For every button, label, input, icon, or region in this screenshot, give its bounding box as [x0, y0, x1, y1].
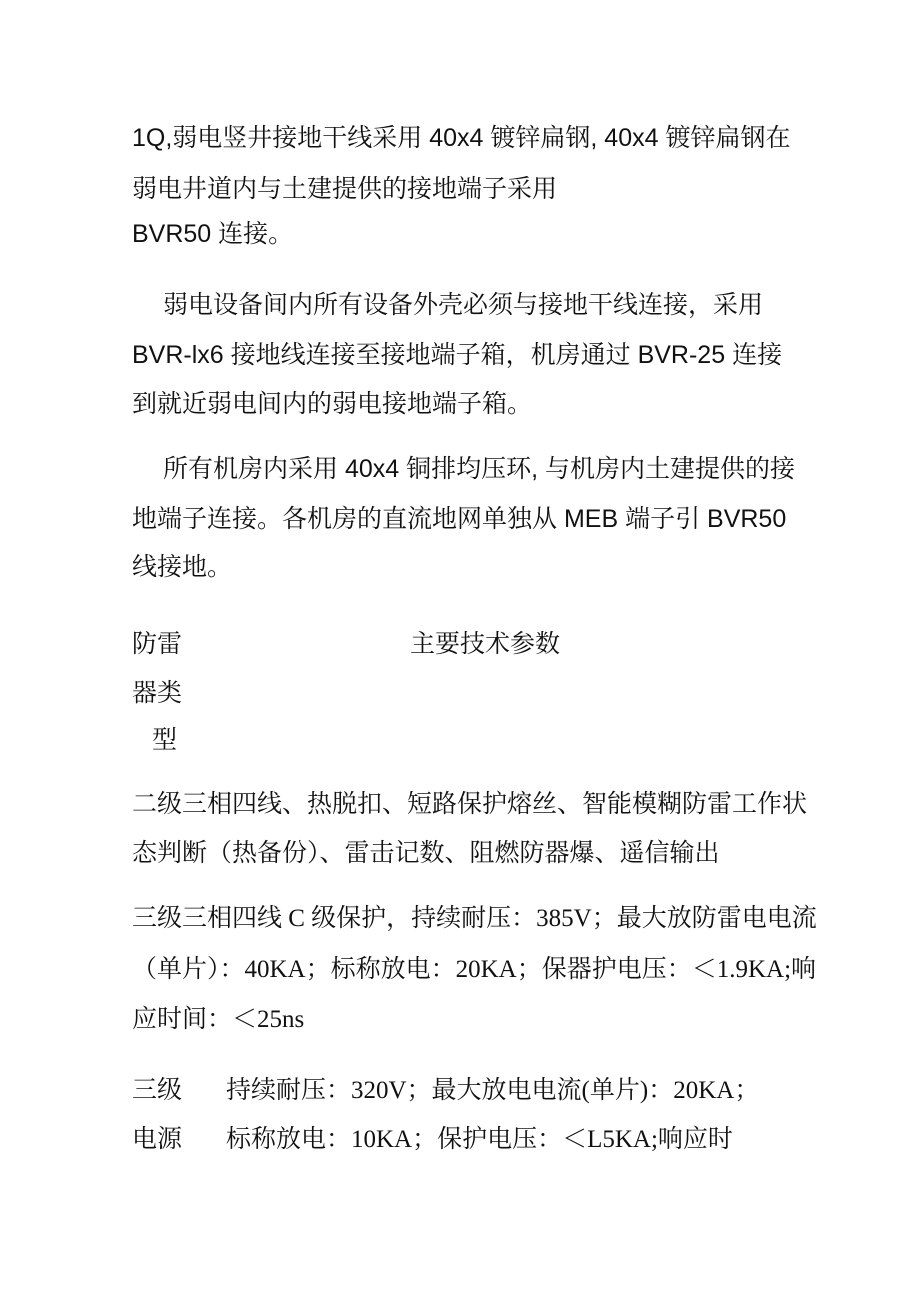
header-type-line-2: 器类	[132, 679, 183, 707]
entry-2-line-1: 三级三相四线 C 级保护，持续耐压：385V；最大放防雷电电流	[132, 905, 817, 932]
header-params: 主要技术参数	[410, 630, 561, 658]
entry-1-line-1: 二级三相四线、热脱扣、短路保护熔丝、智能模糊防雷工作状	[132, 791, 808, 818]
entry-3-params-line-2: 标称放电：10KA；保护电压：＜L5KA;响应时	[226, 1126, 733, 1153]
paragraph-1-line-2: 弱电井道内与土建提供的接地端子采用	[132, 175, 558, 203]
header-type-line-1: 防雷	[132, 630, 183, 658]
paragraph-1-line-1: 1Q,弱电竖井接地干线采用 40x4 镀锌扁钢, 40x4 镀锌扁钢在	[132, 124, 791, 152]
entry-2-line-2: （单片）：40KA；标称放电：20KA；保器护电压：＜1.9KA;响	[132, 956, 817, 983]
entry-3-type-line-1: 三级	[132, 1077, 183, 1104]
paragraph-3-line-3: 线接地。	[132, 553, 233, 581]
paragraph-2-line-2: BVR-lx6 接地线连接至接地端子箱，机房通过 BVR-25 连接	[132, 341, 783, 369]
paragraph-3-line-2: 地端子连接。各机房的直流地网单独从 MEB 端子引 BVR50	[132, 505, 787, 533]
entry-3-params-line-1: 持续耐压：320V；最大放电电流(单片)：20KA；	[226, 1077, 760, 1104]
paragraph-2-line-3: 到就近弱电间内的弱电接地端子箱。	[132, 390, 533, 418]
paragraph-1-line-3: BVR50 连接。	[132, 220, 294, 248]
entry-2-line-3: 应时间：＜25ns	[132, 1006, 305, 1033]
paragraph-2-line-1: 弱电设备间内所有设备外壳必须与接地干线连接，采用	[163, 291, 764, 319]
header-type-line-3: 型	[152, 726, 178, 754]
paragraph-3-line-1: 所有机房内采用 40x4 铜排均压环, 与机房内土建提供的接	[163, 455, 795, 483]
entry-1-line-2: 态判断（热备份）、雷击记数、阻燃防器爆、遥信输出	[132, 840, 720, 867]
entry-3-type-line-2: 电源	[132, 1126, 183, 1153]
